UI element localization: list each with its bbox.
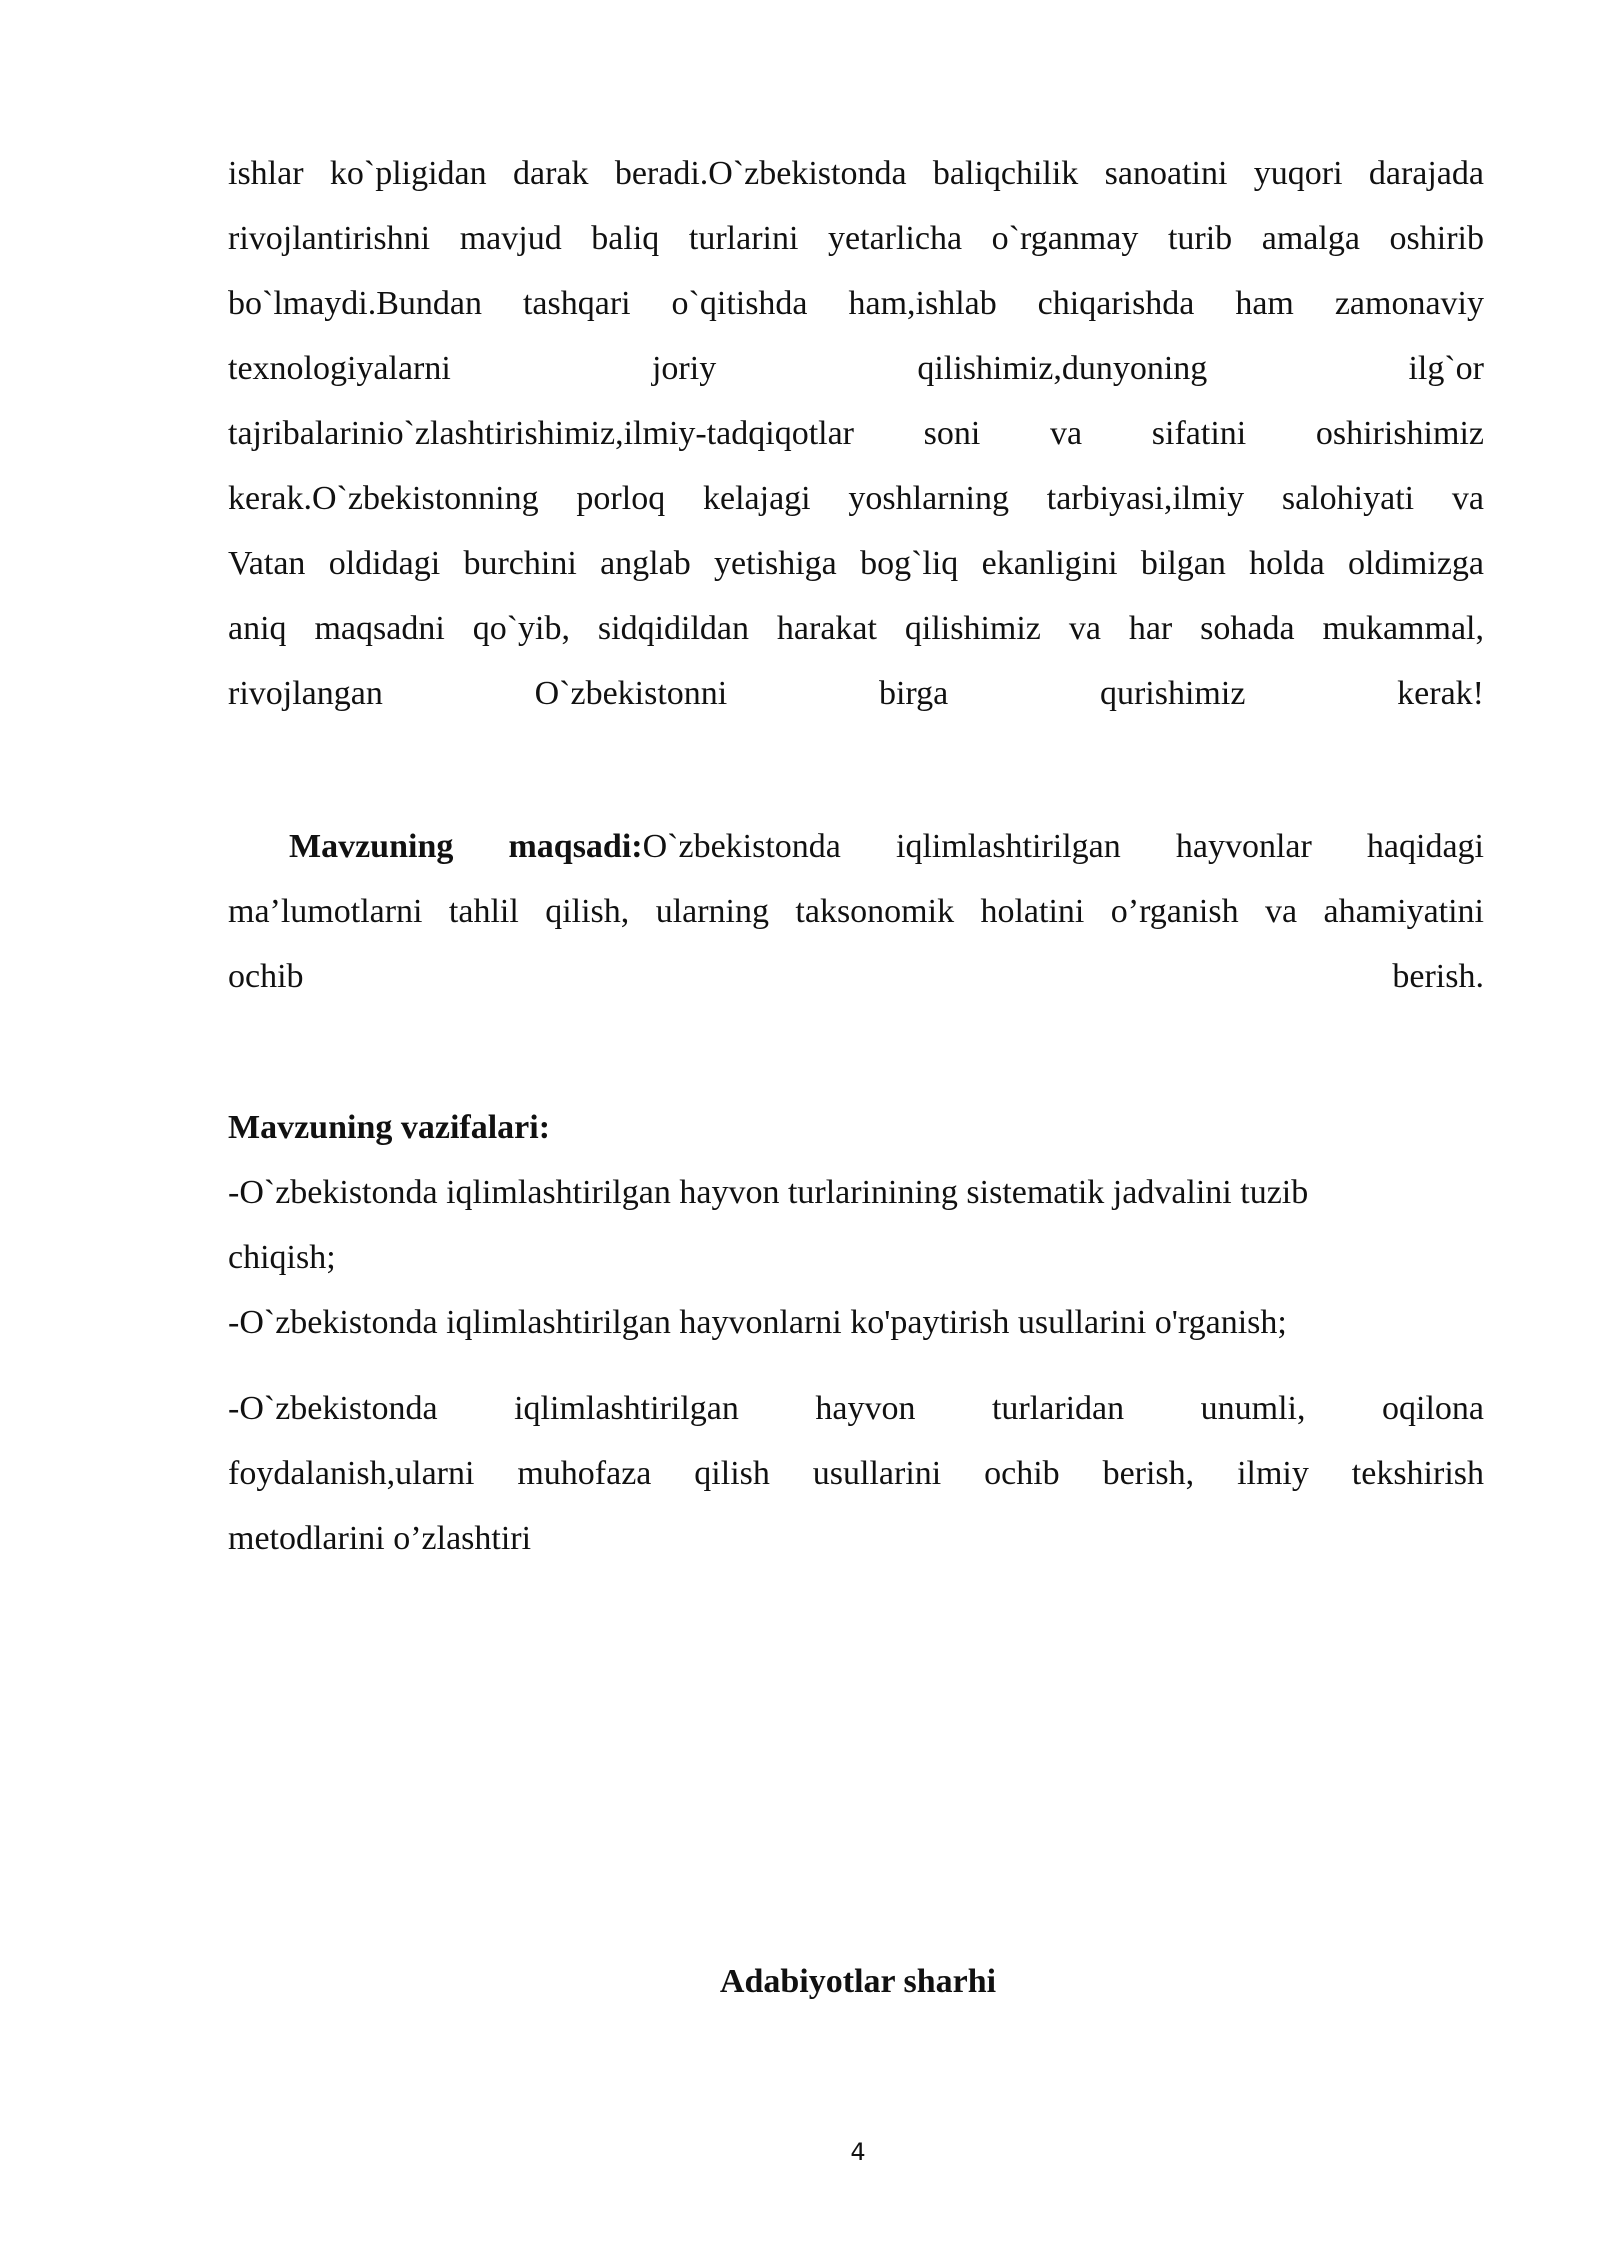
section-heading: Adabiyotlar sharhi bbox=[719, 1963, 997, 2000]
task-line: -O`zbekistonda iqlimlashtirilgan hayvon turlarinining sistematik jadvalini tuzib bbox=[228, 1174, 1309, 1211]
paragraph-line: tajribalarinio`zlashtirishimiz,ilmiy-tadqiqotlar soni va sifatini oshirishimiz bbox=[228, 415, 1484, 452]
paragraph-line: Vatan oldidagi burchini anglab yetishiga bog`liq ekanligini bilgan holda oldimizga bbox=[228, 545, 1484, 582]
goal-paragraph bbox=[228, 814, 1484, 1009]
paragraph-line: texnologiyalarni joriy qilishimiz,dunyoning ilg`or bbox=[228, 350, 1484, 387]
goal-label: Mavzuning maqsadi: bbox=[289, 828, 643, 865]
task-line: foydalanish,ularni muhofaza qilish usullarini ochib berish, ilmiy tekshirish bbox=[228, 1455, 1484, 1492]
task-line: -O`zbekistonda iqlimlashtirilgan hayvon turlaridan unumli, oqilona bbox=[228, 1390, 1484, 1427]
task-line: metodlarini o’zlashtiri bbox=[228, 1520, 532, 1557]
paragraph-line: kerak.O`zbekistonning porloq kelajagi yoshlarning tarbiyasi,ilmiy salohiyati va bbox=[228, 480, 1484, 517]
goal-first-line bbox=[228, 814, 1484, 879]
task-item: -O`zbekistonda iqlimlashtirilgan hayvonlarni ko'paytirish usullarini o'rganish; bbox=[228, 1304, 1287, 1341]
page-number: 4 bbox=[850, 2138, 866, 2166]
task-item bbox=[228, 1160, 1484, 1290]
tasks-title: Mavzuning vazifalari: bbox=[228, 1109, 551, 1146]
paragraph-line: ochib berish. bbox=[228, 958, 1484, 995]
task-item bbox=[228, 1376, 1484, 1571]
paragraph-line: ma’lumotlarni tahlil qilish, ularning taksonomik holatini o’rganish va ahamiyatini bbox=[228, 893, 1484, 930]
paragraph-line: ishlar ko`pligidan darak beradi.O`zbekistonda baliqchilik sanoatini yuqori darajada bbox=[228, 155, 1484, 192]
paragraph-line: rivojlantirishni mavjud baliq turlarini yetarlicha o`rganmay turib amalga oshirib bbox=[228, 220, 1484, 257]
paragraph-line: aniq maqsadni qo`yib, sidqidildan harakat qilishimiz va har sohada mukammal, bbox=[228, 610, 1484, 647]
paragraph-line: bo`lmaydi.Bundan tashqari o`qitishda ham,ishlab chiqarishda ham zamonaviy bbox=[228, 285, 1484, 322]
intro-paragraph bbox=[228, 141, 1484, 726]
goal-text: O`zbekistonda iqlimlashtirilgan hayvonlar haqidagi bbox=[642, 828, 1484, 865]
paragraph-line: rivojlangan O`zbekistonni birga qurishimiz kerak! bbox=[228, 675, 1484, 712]
task-line: chiqish; bbox=[228, 1239, 336, 1276]
